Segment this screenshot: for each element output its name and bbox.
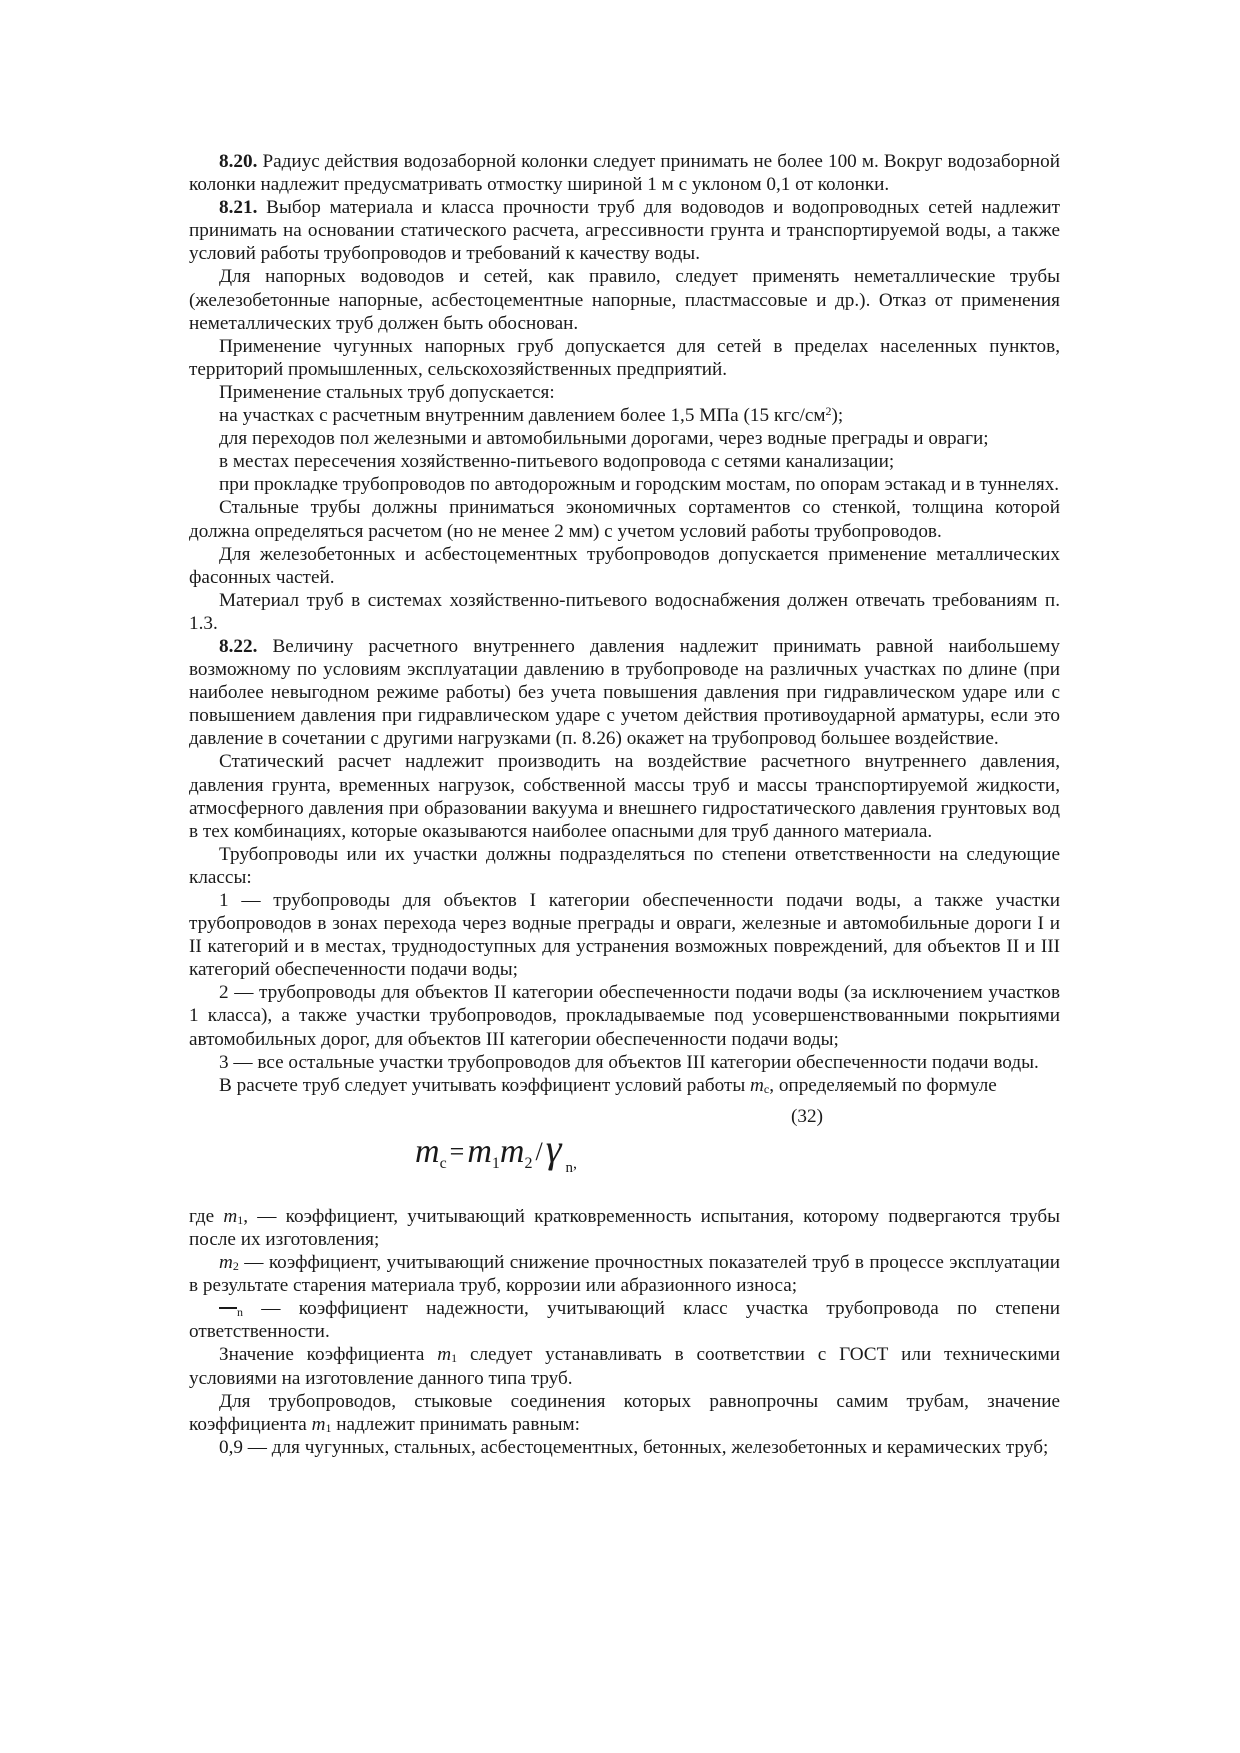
list-item: для переходов пол железными и автомобильными дорогами, через водные преграды и овраги; (219, 428, 989, 450)
paragraph: Применение стальных труб допускается: (219, 381, 555, 403)
document-page (189, 150, 1060, 1459)
paragraph: $_n$ — коэффициент надежности, учитывающий класс участка трубопровода по степени ответственности. (189, 1298, 1060, 1343)
paragraph: Статический расчет надлежит производить на воздействие расчетного внутреннего давления, давления грунта, временных нагрузок, собственной массы труб и массы транспортируемой жидкости, атмосферного давления при образовании вакуума и внешнего гидростатического давления грунтовых вод в тех комбинациях, которые оказываются наиболее опасными для труб данного материала. (189, 751, 1060, 842)
clause-number: 8.22. (219, 635, 258, 657)
class-item: 3 — все остальные участки трубопроводов для объектов III категории обеспеченности подачи воды. (219, 1051, 1039, 1073)
missing-symbol-glyph (219, 1307, 237, 1309)
paragraph: где $m_1$, — коэффициент, учитывающий кратковременность испытания, которому подвергаются трубы после их изготовления; (189, 1205, 1060, 1250)
paragraph: Применение чугунных напорных груб допускается для сетей в пределах населенных пунктов, территорий промышленных, сельскохозяйственных предприятий. (189, 335, 1060, 380)
paragraph-8-20: 8.20. Радиус действия водозаборной колонки следует принимать не более 100 м. Вокруг водозаборной колонки надлежит предусматривать отмостку шириной 1 м с уклоном 0,1 от колонки. (189, 151, 1060, 196)
formula-block (189, 1097, 1060, 1205)
list-item: в местах пересечения хозяйственно-питьевого водопровода с сетями канализации; (219, 451, 895, 473)
paragraph: Трубопроводы или их участки должны подразделяться по степени ответственности на следующие классы: (189, 843, 1060, 888)
formula: mc =m1m2 /γ $_n$, (415, 1125, 577, 1176)
list-item: при прокладке трубопроводов по автодорожным и городским мостам, по опорам эстакад и в туннелях. (219, 474, 1060, 496)
paragraph-8-22: 8.22. Величину расчетного внутреннего давления надлежит принимать равной наибольшему возможному по условиям эксплуатации давлению в трубопроводе на различных участках по длине (при наиболее невыгодном режиме работы) без учета повышения давления при гидравлическом ударе или с повышением давления при гидравлическом ударе с учетом действия противоударной арматуры, если это давление в сочетании с другими нагрузками (п. 8.26) окажет на трубопровод большее воздействие. (189, 635, 1060, 750)
class-item: 1 — трубопроводы для объектов I категории обеспеченности подачи воды, а также участки трубопроводов в зонах перехода через водные преграды и овраги, железные и автомобильные дороги I и II категорий и в местах, труднодоступных для устранения возможных повреждений, для объектов II и III категорий обеспеченности подачи воды; (189, 890, 1060, 981)
paragraph: Значение коэффициента $m_1$ следует устанавливать в соответствии с ГОСТ или техническими условиями на изготовление данного типа труб. (189, 1344, 1060, 1389)
paragraph: Для железобетонных и асбестоцементных трубопроводов допускается применение металлических фасонных частей. (189, 543, 1060, 588)
formula-number: (32) (791, 1105, 823, 1127)
class-item: 2 — трубопроводы для объектов II категории обеспеченности подачи воды (за исключением участков 1 класса), а также участки трубопроводов, прокладываемые под усовершенствованными покрытиями автомобильных дорог, для объектов III категории обеспеченности подачи воды; (189, 982, 1060, 1050)
paragraph: Стальные трубы должны приниматься экономичных сортаментов со стенкой, толщина которой должна определяться расчетом (но не менее 2 мм) с учетом условий работы трубопроводов. (189, 497, 1060, 542)
paragraph: Материал труб в системах хозяйственно-питьевого водоснабжения должен отвечать требованиям п. 1.3. (189, 589, 1060, 634)
list-item: на участках с расчетным внутренним давлением более 1,5 МПа (15 кгс/$см^2$); (219, 404, 844, 427)
paragraph: $m_2$ — коэффициент, учитывающий снижение прочностных показателей труб в процессе эксплуатации в результате старения материала труб, коррозии или абразионного износа; (189, 1252, 1060, 1297)
paragraph: 0,9 — для чугунных, стальных, асбестоцементных, бетонных, железобетонных и керамических труб; (219, 1436, 1049, 1458)
clause-number: 8.21. (219, 197, 258, 219)
paragraph: В расчете труб следует учитывать коэффициент условий работы $m_c$, определяемый по формуле (219, 1074, 997, 1096)
paragraph: Для напорных водоводов и сетей, как правило, следует применять неметаллические трубы (железобетонные напорные, асбестоцементные напорные, пластмассовые и др.). Отказ от применения неметаллических труб должен быть обоснован. (189, 266, 1060, 334)
clause-number: 8.20. (219, 151, 258, 172)
paragraph: Для трубопроводов, стыковые соединения которых равнопрочны самим трубам, значение коэффициента $m_1$ надлежит принимать равным: (189, 1390, 1060, 1435)
paragraph-8-21: 8.21. Выбор материала и класса прочности труб для водоводов и водопроводных сетей надлежит принимать на основании статического расчета, агрессивности грунта и транспортируемой воды, а также условий работы трубопроводов и требований к качеству воды. (189, 197, 1060, 265)
